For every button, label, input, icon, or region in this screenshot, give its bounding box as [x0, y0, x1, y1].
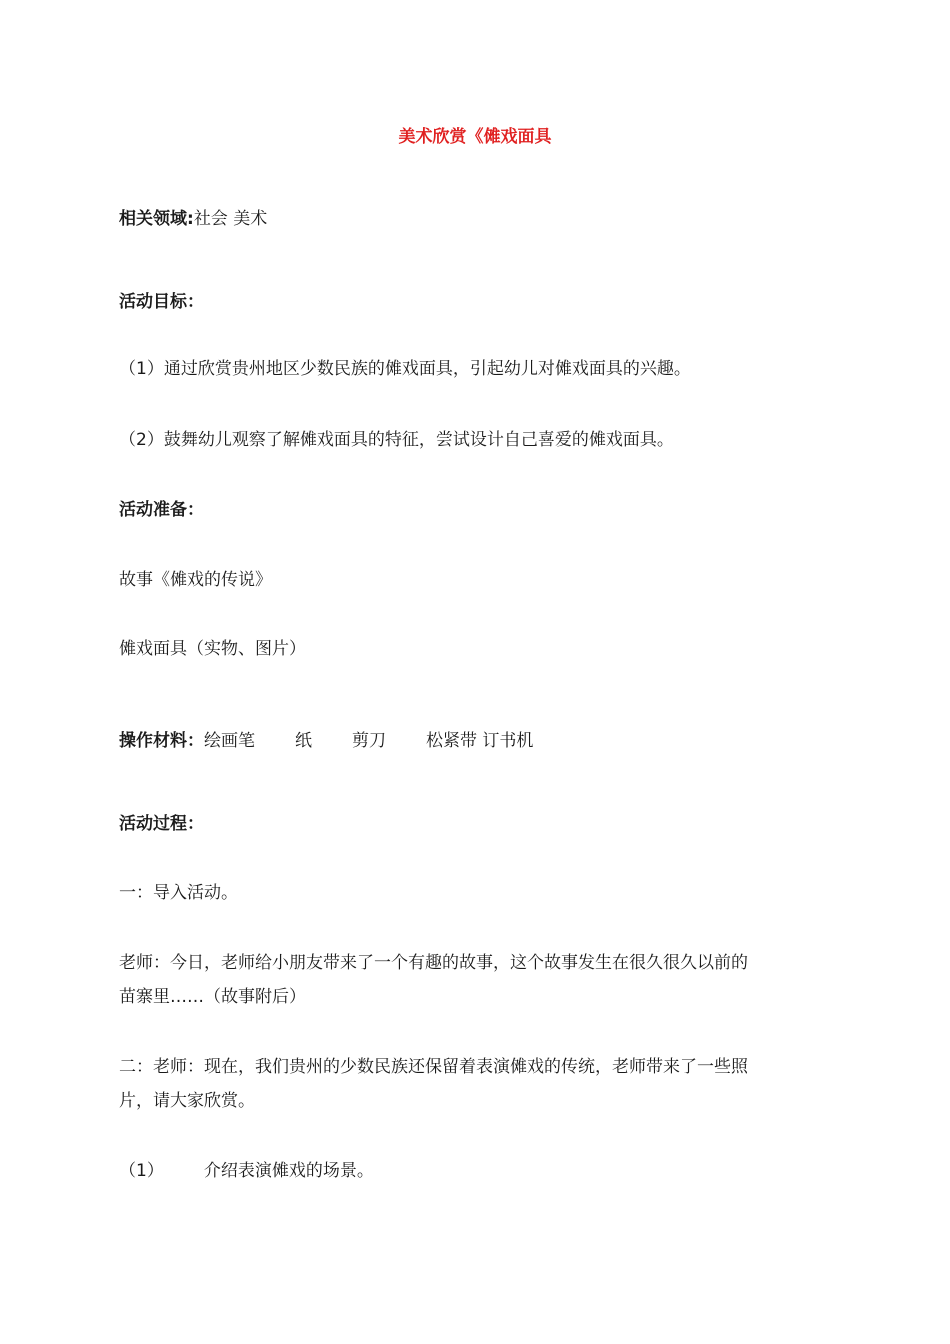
related-field-label: 相关领域: [119, 209, 194, 229]
sub-step-1 [119, 1156, 374, 1186]
material-item-1: 绘画笔 [204, 731, 255, 751]
preparation-heading: 活动准备： [119, 500, 204, 520]
material-item-4: 松紧带 订书机 [426, 731, 534, 751]
materials-line [119, 726, 533, 756]
material-item-3: 剪刀 [352, 731, 386, 751]
goal-item-2: （2）鼓舞幼儿观察了解傩戏面具的特征，尝试设计自己喜爱的傩戏面具。 [119, 430, 674, 450]
related-field-line [119, 204, 267, 234]
process-step-1: 一：导入活动。 [119, 883, 238, 903]
goal-item-1: （1）通过欣赏贵州地区少数民族的傩戏面具，引起幼儿对傩戏面具的兴趣。 [119, 359, 691, 379]
process-heading: 活动过程： [119, 814, 204, 834]
material-item-2: 纸 [295, 731, 312, 751]
related-field-value: 社会 美术 [193, 209, 268, 229]
process-step-2-line-1: 二：老师：现在，我们贵州的少数民族还保留着表演傩戏的传统，老师带来了一些照 [119, 1057, 748, 1077]
process-step-2-line-2: 片，请大家欣赏。 [119, 1091, 255, 1111]
sub-step-1-text: 介绍表演傩戏的场景。 [203, 1161, 374, 1181]
teacher-dialogue-line-2: 苗寨里……（故事附后） [119, 987, 306, 1007]
sub-step-1-number: （1） [119, 1161, 164, 1181]
teacher-dialogue-line-1: 老师：今日，老师给小朋友带来了一个有趣的故事，这个故事发生在很久很久以前的 [119, 953, 748, 973]
materials-label: 操作材料： [119, 731, 204, 751]
preparation-item-2: 傩戏面具（实物、图片） [119, 639, 306, 659]
document-title: 美术欣赏《傩戏面具 [398, 127, 552, 147]
goals-heading: 活动目标： [119, 292, 204, 312]
preparation-item-1: 故事《傩戏的传说》 [119, 570, 272, 590]
